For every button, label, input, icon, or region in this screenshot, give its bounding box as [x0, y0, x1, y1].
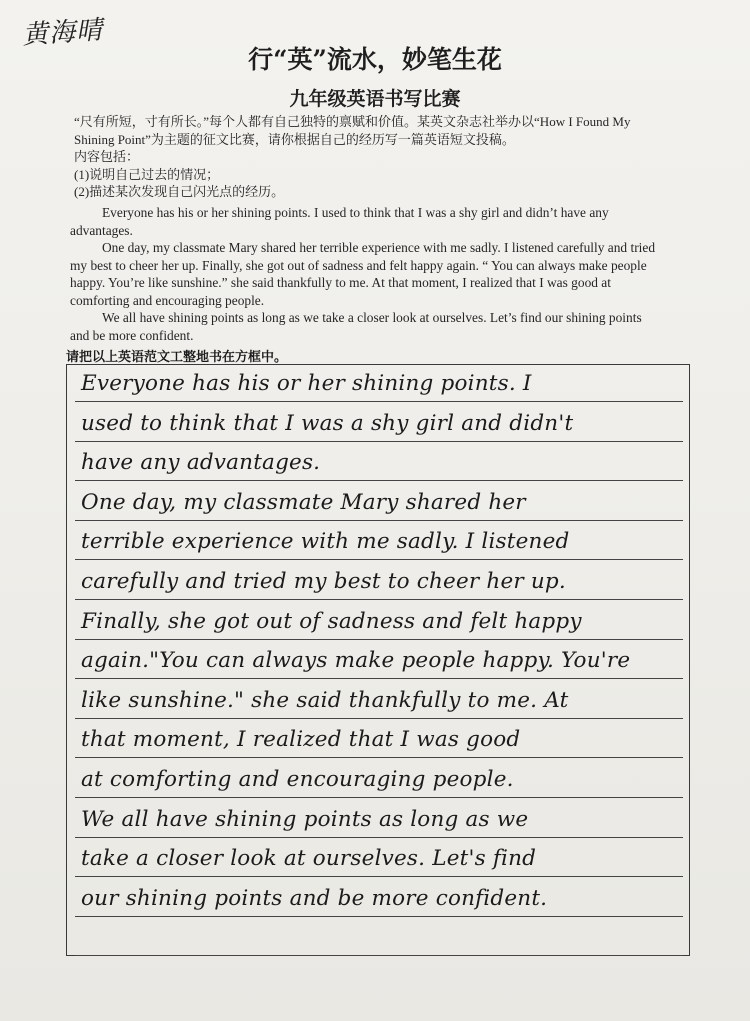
handwriting-answer-box: [66, 364, 690, 956]
ruled-line: [75, 876, 683, 877]
intro-line: Shining Point”为主题的征文比赛，请你根据自己的经历写一篇英语短文投稿。: [74, 131, 515, 147]
ruled-line: [75, 639, 683, 640]
essay-paragraph: Everyone has his or her shining points. I used to think that I was a shy girl and didn’t have any advantages.: [70, 205, 609, 238]
ruled-line: [75, 797, 683, 798]
essay-paragraph: We all have shining points as long as we take a closer look at ourselves. Let’s find our shining points and be more confident.: [70, 310, 642, 343]
handwritten-line: We all have shining points as long as we: [81, 806, 529, 832]
intro-line: (1)说明自己过去的情况；: [74, 166, 220, 182]
handwritten-line: have any advantages.: [81, 450, 321, 476]
handwritten-line: at comforting and encouraging people.: [81, 767, 514, 792]
handwritten-line: that moment, I realized that I was good: [81, 727, 521, 753]
ruled-line: [75, 837, 683, 838]
handwritten-line: our shining points and be more confident.: [81, 885, 548, 911]
ruled-line: [75, 955, 683, 956]
ruled-line: [75, 480, 683, 481]
handwritten-line: Everyone has his or her shining points. I: [81, 371, 532, 396]
ruled-line: [75, 520, 683, 521]
ruled-line: [75, 401, 683, 402]
ruled-line: [75, 678, 683, 679]
ruled-line: [75, 599, 683, 600]
handwritten-line: carefully and tried my best to cheer her up.: [81, 569, 566, 594]
essay-paragraph: One day, my classmate Mary shared her terrible experience with me sadly. I listened carefully and tried my best to cheer her up. Finally, she got out of sadness and felt happy again. “ You can always make people happy. You’re like sunshine.” she said thankfully to me. At that moment, I realized that I was good at comforting and encouraging people.: [70, 240, 656, 308]
intro-line: (2)描述某次发现自己闪光点的经历。: [74, 184, 285, 199]
handwritten-line: terrible experience with me sadly. I listened: [81, 529, 570, 555]
student-name-signature: 黄海晴: [21, 15, 105, 51]
copy-instruction: 请把以上英语范文工整地书在方框中。: [66, 350, 288, 365]
page-subtitle: 九年级英语书写比赛: [289, 88, 461, 110]
ruled-line: [75, 757, 683, 758]
handwritten-line: One day, my classmate Mary shared her: [81, 489, 526, 515]
ruled-lines: [75, 365, 683, 955]
task-instructions: [74, 113, 656, 201]
ruled-line: [75, 441, 683, 442]
handwritten-line: take a closer look at ourselves. Let's find: [81, 846, 537, 872]
page-title: 行“英”流水，妙笔生花: [248, 45, 502, 74]
ruled-line: [75, 916, 683, 917]
ruled-line: [75, 718, 683, 719]
handwritten-line: like sunshine." she said thankfully to me. At: [81, 687, 569, 713]
handwritten-line: Finally, she got out of sadness and felt happy: [81, 608, 582, 634]
ruled-line: [75, 559, 683, 560]
intro-line: “尺有所短，寸有所长。”每个人都有自己独特的禀赋和价值。某英文杂志社举办以“How I Found My: [74, 114, 631, 129]
model-essay: [70, 204, 660, 344]
handwritten-line: again."You can always make people happy. You're: [81, 648, 631, 674]
intro-line: 内容包括：: [74, 149, 140, 164]
handwritten-line: used to think that I was a shy girl and didn't: [81, 410, 574, 436]
